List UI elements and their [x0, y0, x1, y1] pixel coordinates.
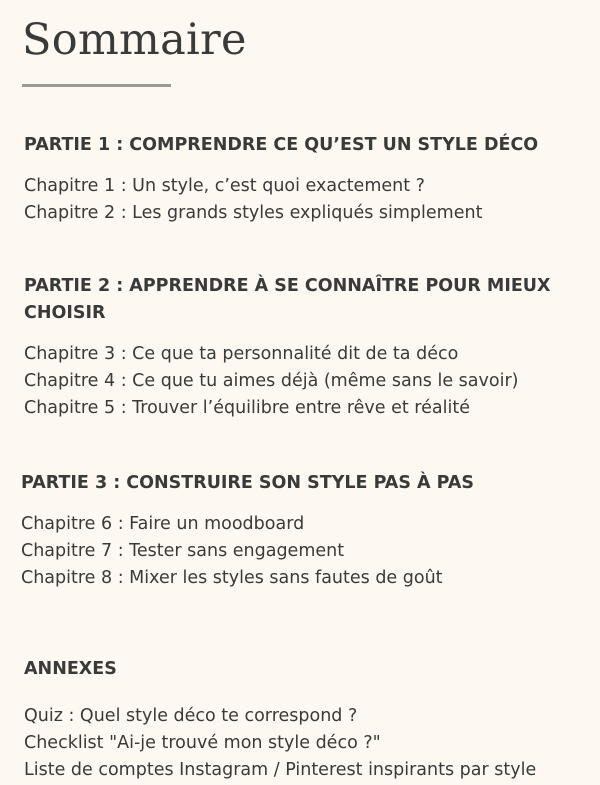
- part-1-heading: PARTIE 1 : COMPRENDRE CE QU’EST UN STYLE DÉCO: [24, 135, 539, 155]
- annexes-section: [24, 656, 584, 784]
- part-3-heading: PARTIE 3 : CONSTRUIRE SON STYLE PAS À PAS: [21, 473, 475, 493]
- chapter-5: Chapitre 5 : Trouver l’équilibre entre rêve et réalité: [24, 398, 470, 418]
- part-2-chapter-list: [24, 341, 584, 422]
- part-3-chapter-list: [21, 511, 581, 592]
- part-2-section: [24, 273, 584, 422]
- title-underline: [22, 84, 171, 87]
- chapter-7: Chapitre 7 : Tester sans engagement: [21, 541, 345, 561]
- chapter-6: Chapitre 6 : Faire un moodboard: [21, 514, 305, 534]
- annexes-heading: ANNEXES: [24, 659, 117, 679]
- annex-accounts-list: Liste de comptes Instagram / Pinterest inspirants par style: [24, 760, 537, 780]
- annexes-list: [24, 703, 584, 784]
- chapter-4: Chapitre 4 : Ce que tu aimes déjà (même sans le savoir): [24, 371, 519, 391]
- part-1-chapter-list: [24, 173, 584, 227]
- part-2-heading: PARTIE 2 : APPRENDRE À SE CONNAÎTRE POUR MIEUX CHOISIR: [24, 276, 551, 323]
- annex-quiz: Quiz : Quel style déco te correspond ?: [24, 706, 358, 726]
- chapter-1: Chapitre 1 : Un style, c’est quoi exactement ?: [24, 176, 425, 196]
- chapter-8: Chapitre 8 : Mixer les styles sans fautes de goût: [21, 568, 443, 588]
- chapter-3: Chapitre 3 : Ce que ta personnalité dit de ta déco: [24, 344, 459, 364]
- part-1-section: [24, 132, 584, 227]
- annex-checklist: Checklist "Ai-je trouvé mon style déco ?": [24, 733, 381, 753]
- page-title: Sommaire: [22, 15, 247, 65]
- part-3-section: [21, 470, 581, 592]
- chapter-2: Chapitre 2 : Les grands styles expliqués simplement: [24, 203, 483, 223]
